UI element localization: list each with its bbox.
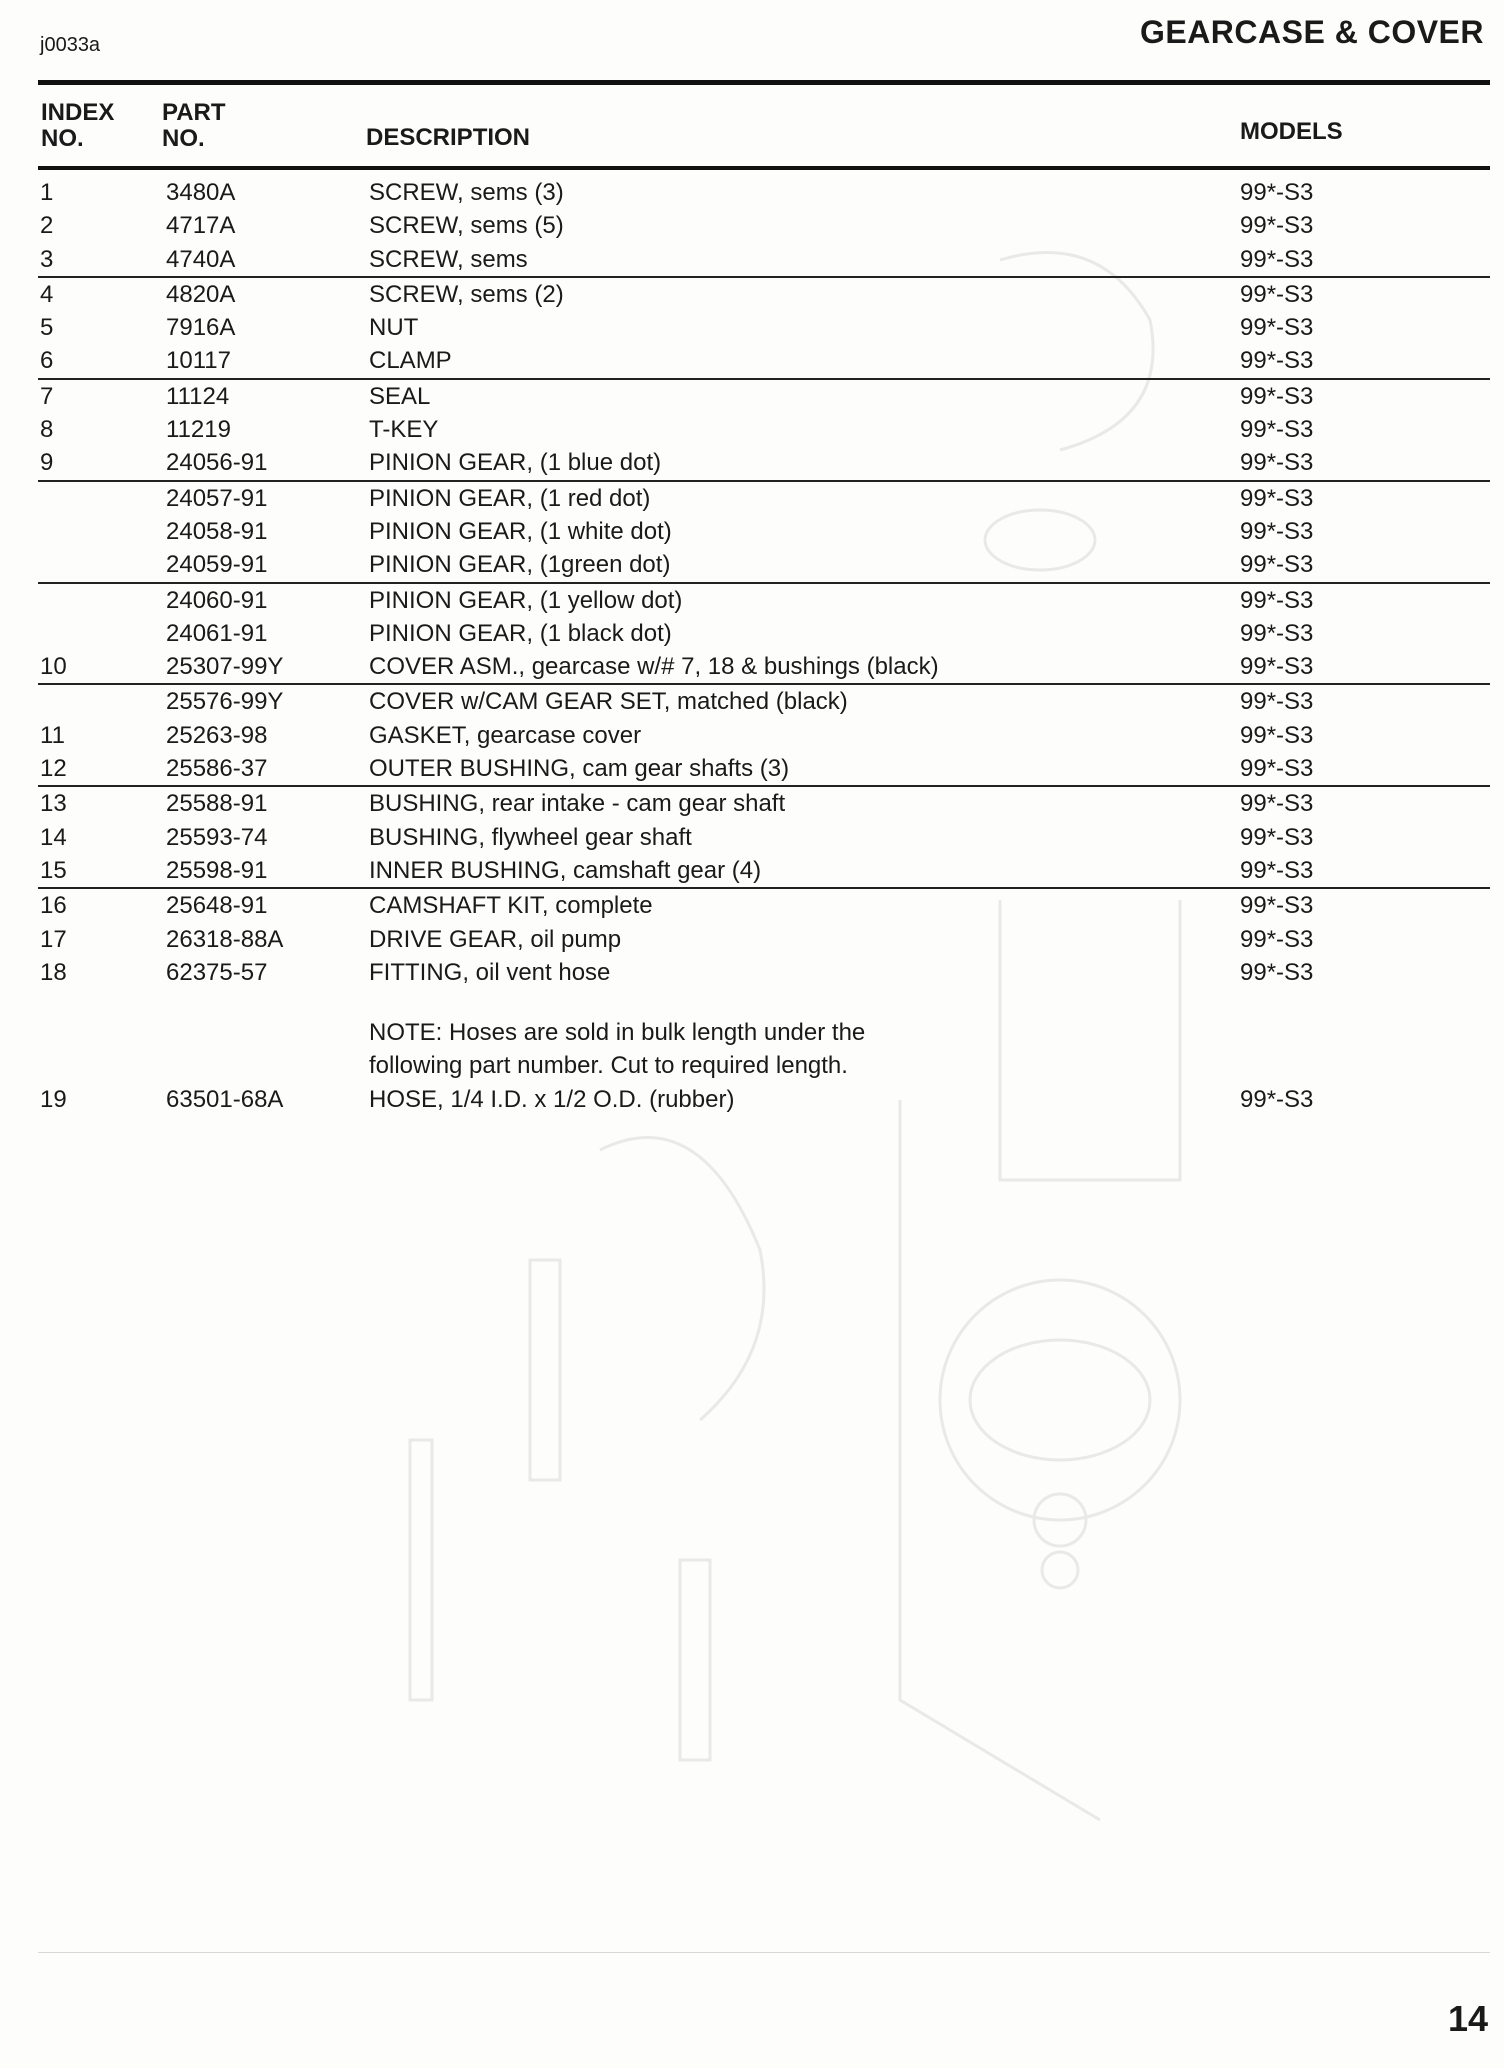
part-number-cell: 10117 (166, 347, 231, 375)
index-cell: 13 (40, 790, 67, 818)
models-cell: 99*-S3 (1240, 212, 1314, 240)
models-cell: 99*-S3 (1240, 925, 1314, 953)
index-cell: 8 (40, 416, 54, 444)
part-number-cell: 24059-91 (166, 551, 268, 579)
models-cell: 99*-S3 (1240, 688, 1314, 716)
column-header-models: MODELS (1240, 118, 1343, 145)
description-cell: FITTING, oil vent hose (369, 958, 611, 986)
table-row (38, 1083, 1490, 1116)
table-row (38, 923, 1490, 956)
description-cell: BUSHING, rear intake - cam gear shaft (369, 790, 786, 818)
description-cell: SCREW, sems (2) (369, 280, 564, 308)
part-number-cell: 11219 (166, 416, 231, 444)
index-cell: 12 (40, 755, 67, 783)
description-cell: PINION GEAR, (1green dot) (369, 551, 671, 579)
part-number-cell: 11124 (166, 382, 230, 410)
table-row (38, 378, 1490, 413)
part-number-cell: 25263-98 (166, 721, 268, 749)
description-cell: COVER ASM., gearcase w/# 7, 18 & bushings (black) (369, 653, 939, 681)
part-number-cell: 24061-91 (166, 619, 268, 647)
table-header (38, 100, 1490, 170)
table-row (38, 582, 1490, 617)
footer-rule (38, 1952, 1490, 1953)
part-number-cell: 25593-74 (166, 823, 268, 851)
table-row (38, 548, 1490, 581)
index-cell: 1 (40, 179, 54, 206)
table-body (38, 170, 1490, 989)
models-cell: 99*-S3 (1240, 892, 1314, 920)
models-cell: 99*-S3 (1240, 347, 1314, 375)
part-number-cell: 3480A (166, 179, 236, 206)
models-cell: 99*-S3 (1240, 517, 1314, 545)
index-cell: 6 (40, 347, 54, 375)
index-cell: 3 (40, 245, 54, 273)
table-row (38, 276, 1490, 311)
description-cell: INNER BUSHING, camshaft gear (4) (369, 856, 762, 884)
page-number: 14 (1447, 1998, 1488, 2039)
part-number-cell: 24056-91 (166, 449, 268, 477)
description-cell: SCREW, sems (3) (369, 179, 564, 206)
description-cell: SCREW, sems (5) (369, 212, 564, 240)
description-cell: CLAMP (369, 347, 452, 375)
part-number-cell: 24058-91 (166, 517, 268, 545)
note-line: NOTE: Hoses are sold in bulk length under the (369, 1019, 866, 1047)
column-header-index: INDEX NO. (41, 99, 115, 152)
part-number-cell: 25598-91 (166, 856, 268, 884)
part-number-cell: 24060-91 (166, 586, 268, 614)
index-cell: 14 (40, 823, 67, 851)
index-cell: 15 (40, 856, 67, 884)
title-rule (38, 80, 1490, 85)
index-cell: 10 (40, 653, 67, 681)
index-cell: 19 (40, 1085, 67, 1113)
index-cell: 4 (40, 280, 54, 308)
hose-note (38, 1016, 1490, 1116)
description-cell: PINION GEAR, (1 white dot) (369, 517, 672, 545)
models-cell: 99*-S3 (1240, 790, 1314, 818)
models-cell: 99*-S3 (1240, 416, 1314, 444)
parts-table (38, 100, 1490, 1116)
part-number-cell: 4820A (166, 280, 236, 308)
models-cell: 99*-S3 (1240, 721, 1314, 749)
column-header-description: DESCRIPTION (366, 124, 531, 151)
page-title: GEARCASE & COVER (1139, 14, 1484, 50)
index-cell: 16 (40, 892, 67, 920)
models-cell: 99*-S3 (1240, 823, 1314, 851)
table-row (38, 956, 1490, 989)
table-row (38, 209, 1490, 242)
description-cell: OUTER BUSHING, cam gear shafts (3) (369, 755, 790, 783)
table-row (38, 887, 1490, 922)
description-cell: HOSE, 1/4 I.D. x 1/2 O.D. (rubber) (369, 1085, 735, 1113)
index-cell: 5 (40, 314, 54, 342)
table-row (38, 719, 1490, 752)
table-row (38, 311, 1490, 344)
part-number-cell: 25586-37 (166, 755, 268, 783)
table-row (38, 785, 1490, 820)
models-cell: 99*-S3 (1240, 586, 1314, 614)
part-number-cell: 25648-91 (166, 892, 268, 920)
part-number-cell: 24057-91 (166, 484, 268, 512)
part-number-cell: 26318-88A (166, 925, 284, 953)
models-cell: 99*-S3 (1240, 245, 1314, 273)
models-cell: 99*-S3 (1240, 280, 1314, 308)
description-cell: NUT (369, 314, 419, 342)
table-row (38, 617, 1490, 650)
index-cell: 7 (40, 382, 54, 410)
models-cell: 99*-S3 (1240, 551, 1314, 579)
table-row (38, 854, 1490, 887)
index-cell: 18 (40, 958, 67, 986)
part-number-cell: 4717A (166, 212, 236, 240)
table-row (38, 683, 1490, 718)
table-row (38, 480, 1490, 515)
index-cell: 9 (40, 449, 54, 477)
index-cell: 2 (40, 212, 54, 240)
models-cell: 99*-S3 (1240, 179, 1314, 206)
description-cell: SEAL (369, 382, 431, 410)
description-cell: GASKET, gearcase cover (369, 721, 642, 749)
table-row (38, 821, 1490, 854)
table-row (38, 515, 1490, 548)
index-cell: 17 (40, 925, 67, 953)
part-number-cell: 63501-68A (166, 1085, 284, 1113)
table-row (38, 344, 1490, 377)
part-number-cell: 7916A (166, 314, 236, 342)
models-cell: 99*-S3 (1240, 653, 1314, 681)
models-cell: 99*-S3 (1240, 1085, 1314, 1113)
note-line: following part number. Cut to required length. (369, 1052, 848, 1080)
table-row (38, 650, 1490, 683)
part-number-cell: 62375-57 (166, 958, 268, 986)
table-row (38, 176, 1490, 209)
table-row (38, 752, 1490, 785)
models-cell: 99*-S3 (1240, 856, 1314, 884)
models-cell: 99*-S3 (1240, 449, 1314, 477)
description-cell: PINION GEAR, (1 red dot) (369, 484, 651, 512)
table-row (38, 446, 1490, 479)
models-cell: 99*-S3 (1240, 382, 1314, 410)
description-cell: PINION GEAR, (1 yellow dot) (369, 586, 683, 614)
part-number-cell: 25576-99Y (166, 688, 284, 716)
description-cell: PINION GEAR, (1 black dot) (369, 619, 672, 647)
table-row (38, 243, 1490, 276)
description-cell: CAMSHAFT KIT, complete (369, 892, 653, 920)
models-cell: 99*-S3 (1240, 958, 1314, 986)
index-cell: 11 (40, 721, 65, 749)
part-number-cell: 4740A (166, 245, 236, 273)
description-cell: T-KEY (369, 416, 439, 444)
page-id: j0033a (40, 34, 101, 56)
models-cell: 99*-S3 (1240, 755, 1314, 783)
part-number-cell: 25307-99Y (166, 653, 284, 681)
models-cell: 99*-S3 (1240, 619, 1314, 647)
description-cell: BUSHING, flywheel gear shaft (369, 823, 692, 851)
part-number-cell: 25588-91 (166, 790, 268, 818)
models-cell: 99*-S3 (1240, 484, 1314, 512)
description-cell: COVER w/CAM GEAR SET, matched (black) (369, 688, 848, 716)
models-cell: 99*-S3 (1240, 314, 1314, 342)
description-cell: PINION GEAR, (1 blue dot) (369, 449, 662, 477)
table-row (38, 413, 1490, 446)
description-cell: SCREW, sems (369, 245, 528, 273)
description-cell: DRIVE GEAR, oil pump (369, 925, 622, 953)
column-header-part: PART NO. (162, 99, 226, 152)
